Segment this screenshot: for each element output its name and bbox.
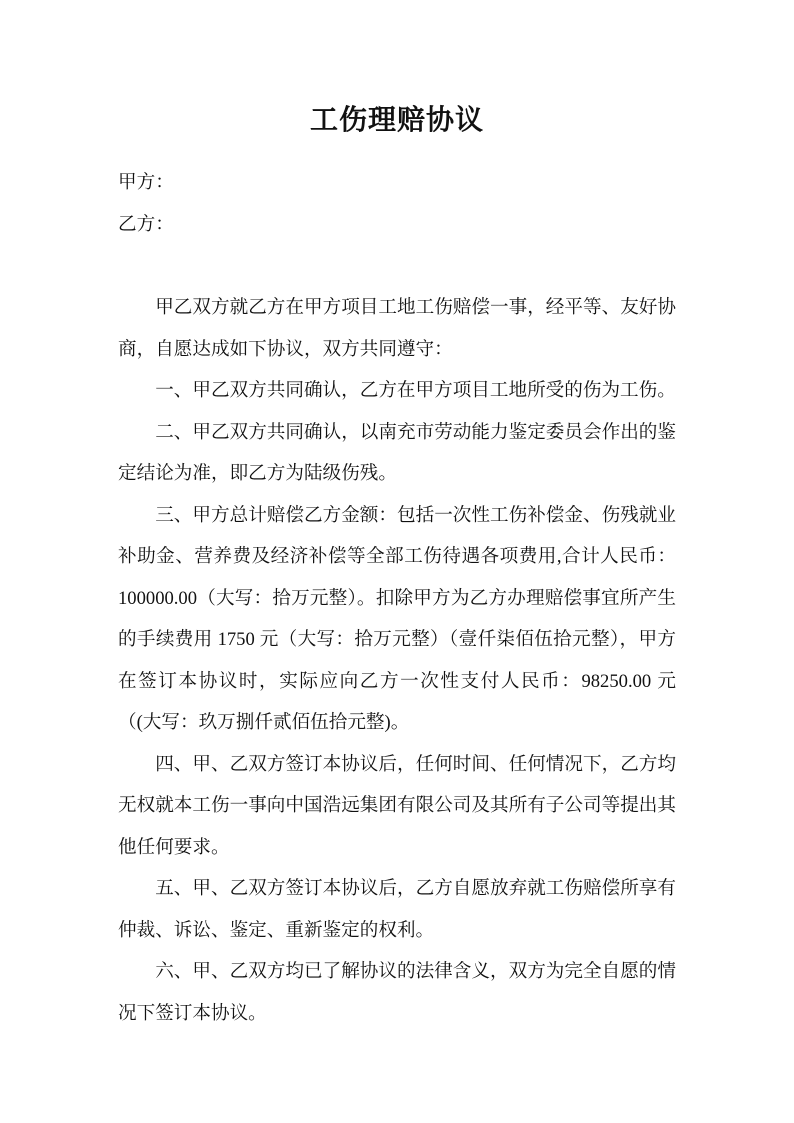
intro-paragraph: 甲乙双方就乙方在甲方项目工地工伤赔偿一事，经平等、友好协商，自愿达成如下协议，双方共同遵守：	[118, 297, 676, 360]
clause-1: 一、甲乙双方共同确认，乙方在甲方项目工地所受的伤为工伤。	[155, 380, 676, 401]
document-title: 工伤理赔协议	[309, 105, 484, 136]
party-a-label: 甲方：	[118, 172, 174, 193]
clause-4: 四、甲、乙双方签订本协议后，任何时间、任何情况下，乙方均无权就本工伤一事向中国浩远集团有限公司及其所有子公司等提出其他任何要求。	[118, 753, 676, 858]
clause-3: 三、甲方总计赔偿乙方金额：包括一次性工伤补偿金、伤残就业补助金、营养费及经济补偿等全部工伤待遇各项费用,合计人民币：100000.00（大写：拾万元整）。扣除甲方为乙方办理赔偿事宜所产生的手续费用 1750 元（大写：拾万元整）（壹仟柒佰伍拾元整），甲方在签订本协议时，实际应向乙方一次性支付人民币：98250.00 元（(大写：玖万捌仟贰佰伍拾元整)。	[118, 504, 676, 733]
clause-5: 五、甲、乙双方签订本协议后，乙方自愿放弃就工伤赔偿所享有仲裁、诉讼、鉴定、重新鉴定的权利。	[118, 878, 676, 941]
party-b-label: 乙方：	[118, 214, 174, 235]
clause-6: 六、甲、乙双方均已了解协议的法律含义，双方为完全自愿的情况下签订本协议。	[118, 961, 676, 1024]
clause-2: 二、甲乙双方共同确认，以南充市劳动能力鉴定委员会作出的鉴定结论为准，即乙方为陆级伤残。	[118, 421, 676, 484]
agreement-body	[118, 287, 676, 1034]
